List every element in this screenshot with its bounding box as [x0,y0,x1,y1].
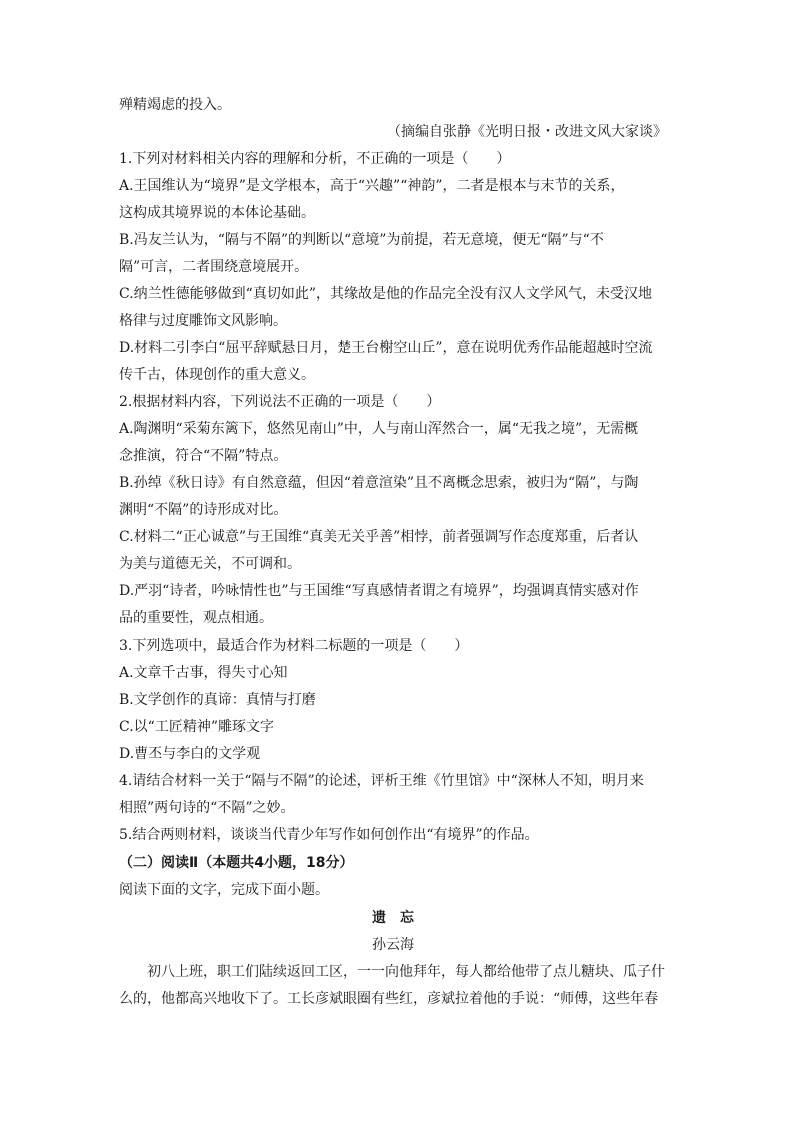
option-1d: D.材料二引李白“屈平辞赋悬日月，楚王台榭空山丘”，意在说明优秀作品能超越时空流 [119,340,653,356]
story-paragraph: 初八上班，职工们陆续返回工区，一一向他拜年，每人都给他带了点儿糖块、瓜子什 [147,964,665,980]
question-4: 4.请结合材料一关于“隔与不隔”的论述，评析王维《竹里馆》中“深林人不知，明月来 [119,773,644,789]
story-paragraph: 么的，他都高兴地收下了。工长彦斌眼圈有些红，彦斌拉着他的手说：“师傅，这些年春 [119,991,659,1007]
option-1b: B.冯友兰认为，“隔与不隔”的判断以“意境”为前提，若无意境，便无“隔”与“不 [119,232,604,248]
option-3c: C.以“工匠精神”雕琢文字 [119,719,274,735]
text-line: 念推演，符合“不隔”特点。 [119,448,288,464]
question-2: 2.根据材料内容，下列说法不正确的一项是（ ） [119,394,441,410]
option-1c: C.纳兰性德能够做到“真切如此”，其缘故是他的作品完全没有汉人文学风气，未受汉地 [119,286,652,302]
option-1a: A.王国维认为“境界”是文学根本，高于“兴趣”“神韵”，二者是根本与末节的关系， [119,178,625,194]
text-line: 这构成其境界说的本体论基础。 [119,205,315,221]
option-3b: B.文学创作的真谛：真情与打磨 [119,692,316,708]
option-3d: D.曹丕与李白的文学观 [119,746,261,762]
question-1: 1.下列对材料相关内容的理解和分析，不正确的一项是（ ） [119,151,511,167]
text-line: 渊明“不隔”的诗形成对比。 [119,502,288,518]
option-3a: A.文章千古事，得失寸心知 [119,665,288,681]
text-line: 隔”可言，二者围绕意境展开。 [119,259,309,275]
option-2a: A.陶渊明“采菊东篱下，悠然见南山”中，人与南山浑然合一，属“无我之境”，无需概 [119,421,639,437]
text-line: 传千古，体现创作的重大意义。 [119,367,315,383]
text-line: 相照”两句诗的“不隔”之妙。 [119,800,295,816]
text-line: 格律与过度雕饰文风影响。 [119,313,287,329]
question-5: 5.结合两则材料，谈谈当代青少年写作如何创作出“有境界”的作品。 [119,827,539,843]
option-2c: C.材料二“正心诚意”与王国维“真美无关乎善”相悖，前者强调写作态度郑重，后者认 [119,529,639,545]
story-author: 孙云海 [372,937,414,953]
text-line: 为美与道德无关，不可调和。 [119,556,301,572]
story-title: 遗 忘 [372,910,414,926]
question-3: 3.下列选项中，最适合作为材料二标题的一项是（ ） [119,638,469,654]
text-line: 殚精竭虑的投入。 [119,97,231,113]
option-2b: B.孙绰《秋日诗》有自然意蕴，但因“着意渲染”且不离概念思索，被归为“隔”，与陶 [119,475,639,491]
source-citation: （摘编自张静《光明日报・改进文风大家谈》 [387,124,667,140]
instruction: 阅读下面的文字，完成下面小题。 [119,882,329,898]
section-heading: （二）阅读Ⅱ（本题共4小题，18分） [119,855,354,871]
option-2d: D.严羽“诗者，吟咏情性也”与王国维“写真感情者谓之有境界”，均强调真情实感对作 [119,583,639,599]
text-line: 品的重要性，观点相通。 [119,610,273,626]
